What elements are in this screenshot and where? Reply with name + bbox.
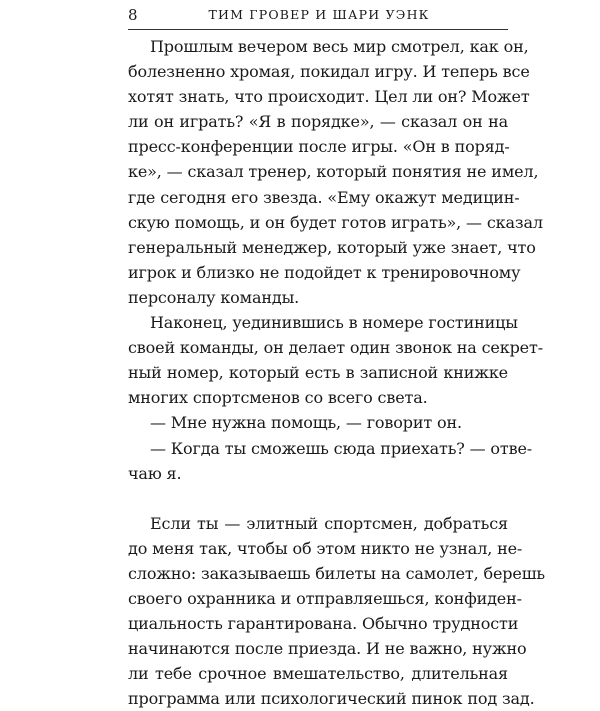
text-line: своей команды, он делает один звонок на секрет- [128, 338, 543, 358]
running-head: ТИМ ГРОВЕР И ШАРИ УЭНК [208, 7, 430, 22]
text-line: циальность гарантирована. Обычно трудности [128, 614, 519, 634]
text-line: болезненно хромая, покидал игру. И теперь все [128, 62, 530, 82]
text-line: где сегодня его звезда. «Ему окажут медицин- [128, 187, 520, 207]
paragraph [128, 310, 543, 410]
text-line: пресс-конференции после игры. «Он в поряд- [128, 137, 510, 157]
text-line: Если ты — элитный спортсмен, добраться [150, 513, 508, 533]
paragraph [128, 34, 543, 310]
body-text [128, 34, 545, 711]
text-line: начинаются после приезда. И не важно, нужно [128, 639, 527, 659]
text-line: ли он играть? «Я в порядке», — сказал он на [128, 112, 508, 132]
text-line: ке», — сказал тренер, который понятия не имел, [128, 162, 539, 182]
text-line: персоналу команды. [128, 287, 300, 307]
text-line: своего охранника и отправляешься, конфиден- [128, 588, 522, 608]
text-line: ли тебе срочное вмешательство, длительная [128, 664, 508, 684]
page-header [100, 6, 508, 30]
text-line: Прошлым вечером весь мир смотрел, как он, [150, 37, 529, 56]
text-line: до меня так, чтобы об этом никто не узнал, не- [128, 538, 523, 558]
text-line: — Когда ты сможешь сюда приехать? — отве- [150, 438, 533, 458]
text-line: чаю я. [128, 463, 182, 483]
text-line: сложно: заказываешь билеты на самолет, берешь [128, 563, 545, 583]
text-line: многих спортсменов со всего света. [128, 388, 428, 408]
text-line: хотят знать, что происходит. Цел ли он? Может [128, 87, 530, 107]
text-line: скую помощь, и он будет готов играть», — сказал [128, 212, 543, 232]
text-line: генеральный менеджер, который уже знает, что [128, 237, 536, 257]
section-break [128, 486, 508, 511]
paragraph [128, 436, 533, 486]
text-line: — Мне нужна помощь, — говорит он. [150, 413, 462, 433]
text-line: игрок и близко не подойдет к тренировочному [128, 262, 521, 282]
header-rule [128, 29, 508, 30]
paragraph [128, 410, 508, 435]
text-line: ный номер, который есть в записной книжке [128, 363, 508, 383]
text-line: программа или психологический пинок под зад. [128, 689, 535, 709]
paragraph [128, 511, 545, 711]
text-line: Наконец, уединившись в номере гостиницы [150, 313, 518, 333]
page-number: 8 [128, 6, 139, 24]
